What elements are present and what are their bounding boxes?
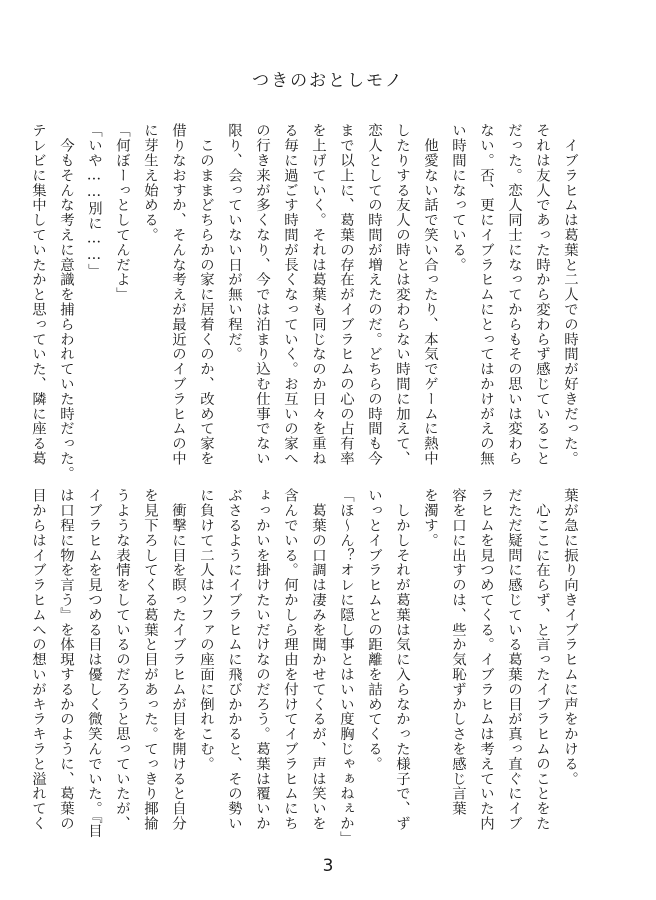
text-line: うような表情をしているのだろうと思っていたが、 <box>114 488 130 831</box>
text-line: しかしそれが葛葉は気に入らなかった様子で、ず <box>394 488 410 831</box>
text-line: いっとイブラヒムとの距離を詰めてくる。 <box>366 488 382 772</box>
page-title: つきのおとしモノ <box>252 71 404 91</box>
text-line: ラヒムを見つめてくる。イブラヒムは考えていた内 <box>478 488 494 831</box>
text-line: テレビに集中していたかと思っていた、隣に座る葛 <box>30 123 46 466</box>
text-line: 葛葉の口調は凄みを聞かせてくるが、声は笑いを <box>310 488 326 831</box>
text-line: イブラヒムは葛葉と二人での時間が好きだった。 <box>562 123 578 466</box>
text-line: を上げていく。それは葛葉も同じなのか日々を重ね <box>310 123 326 466</box>
text-line: 葉が急に振り向きイブラヒムに声をかける。 <box>562 488 578 786</box>
text-line: 心ここに在らず、と言ったイブラヒムのことをた <box>534 488 550 831</box>
text-line: 借りなおすか、そんな考えが最近のイブラヒムの中 <box>170 123 186 466</box>
text-line: 含んでいる。何かしら理由を付けてイブラヒムにち <box>282 488 298 831</box>
text-line: に負けて二人はソファの座面に倒れこむ。 <box>198 488 214 772</box>
text-line: の行き来が多くなり、今では泊まり込む仕事でない <box>254 123 270 466</box>
text-line: 目からはイブラヒムへの想いがキラキラと溢れてく <box>30 488 46 831</box>
text-line: したりする友人の時とは変わらない時間に加えて、 <box>394 123 410 466</box>
text-line: を見下ろしてくる葛葉と目があった。てっきり揶揄 <box>142 488 158 831</box>
text-line: 「何ぼーっとしてんだよ」 <box>114 123 130 302</box>
text-line: 容を口に出すのは、些か気恥ずかしさを感じ言葉 <box>450 488 466 816</box>
text-line: を濁す。 <box>422 488 438 548</box>
text-line: ょっかいを掛けたいだけなのだろう。葛葉は覆いか <box>254 488 270 831</box>
text-line: 「いや……別に……」 <box>86 123 102 279</box>
upper-text-block <box>24 123 584 481</box>
page-number: 3 <box>322 856 334 876</box>
text-line: それは友人であった時から変わらず感じていること <box>534 123 550 466</box>
text-line: い時間になっている。 <box>450 123 466 272</box>
text-line: だった。恋人同士になってからもその思いは変わら <box>506 123 522 466</box>
text-line: 恋人としての時間が増えたのだ。どちらの時間も今 <box>366 123 382 466</box>
text-line: だただ疑問に感じている葛葉の目が真っ直ぐにイブ <box>506 488 522 831</box>
text-line: このままどちらかの家に居着くのか、改めて家を <box>198 123 214 466</box>
text-line: ない。否、更にイブラヒムにとってはかけがえの無 <box>478 123 494 466</box>
text-line: は口程に物を言う』を体現するかのように、葛葉の <box>58 488 74 831</box>
text-line: に芽生え始める。 <box>142 123 158 243</box>
text-line: ぶさるようにイブラヒムに飛びかかると、その勢い <box>226 488 242 831</box>
text-line: 衝撃に目を瞑ったイブラヒムが目を開けると自分 <box>170 488 186 831</box>
text-line: 他愛ない話で笑い合ったり、本気でゲームに熱中 <box>422 123 438 466</box>
text-line: る毎に過ごす時間が長くなっていく。お互いの家へ <box>282 123 298 466</box>
text-line: 限り、会っていない日が無い程だ。 <box>226 123 242 362</box>
text-line: 今もそんな考えに意識を捕らわれていた時だった。 <box>58 123 74 481</box>
text-line: イブラヒムを見つめる目は優しく微笑んでいた。『目 <box>86 488 102 839</box>
text-line: 「ほ～ん？オレに隠し事とはいい度胸じゃぁねぇか」 <box>338 488 354 846</box>
text-line: まで以上に、葛葉の存在がイブラヒムの心の占有率 <box>338 123 354 466</box>
lower-text-block <box>24 488 584 846</box>
